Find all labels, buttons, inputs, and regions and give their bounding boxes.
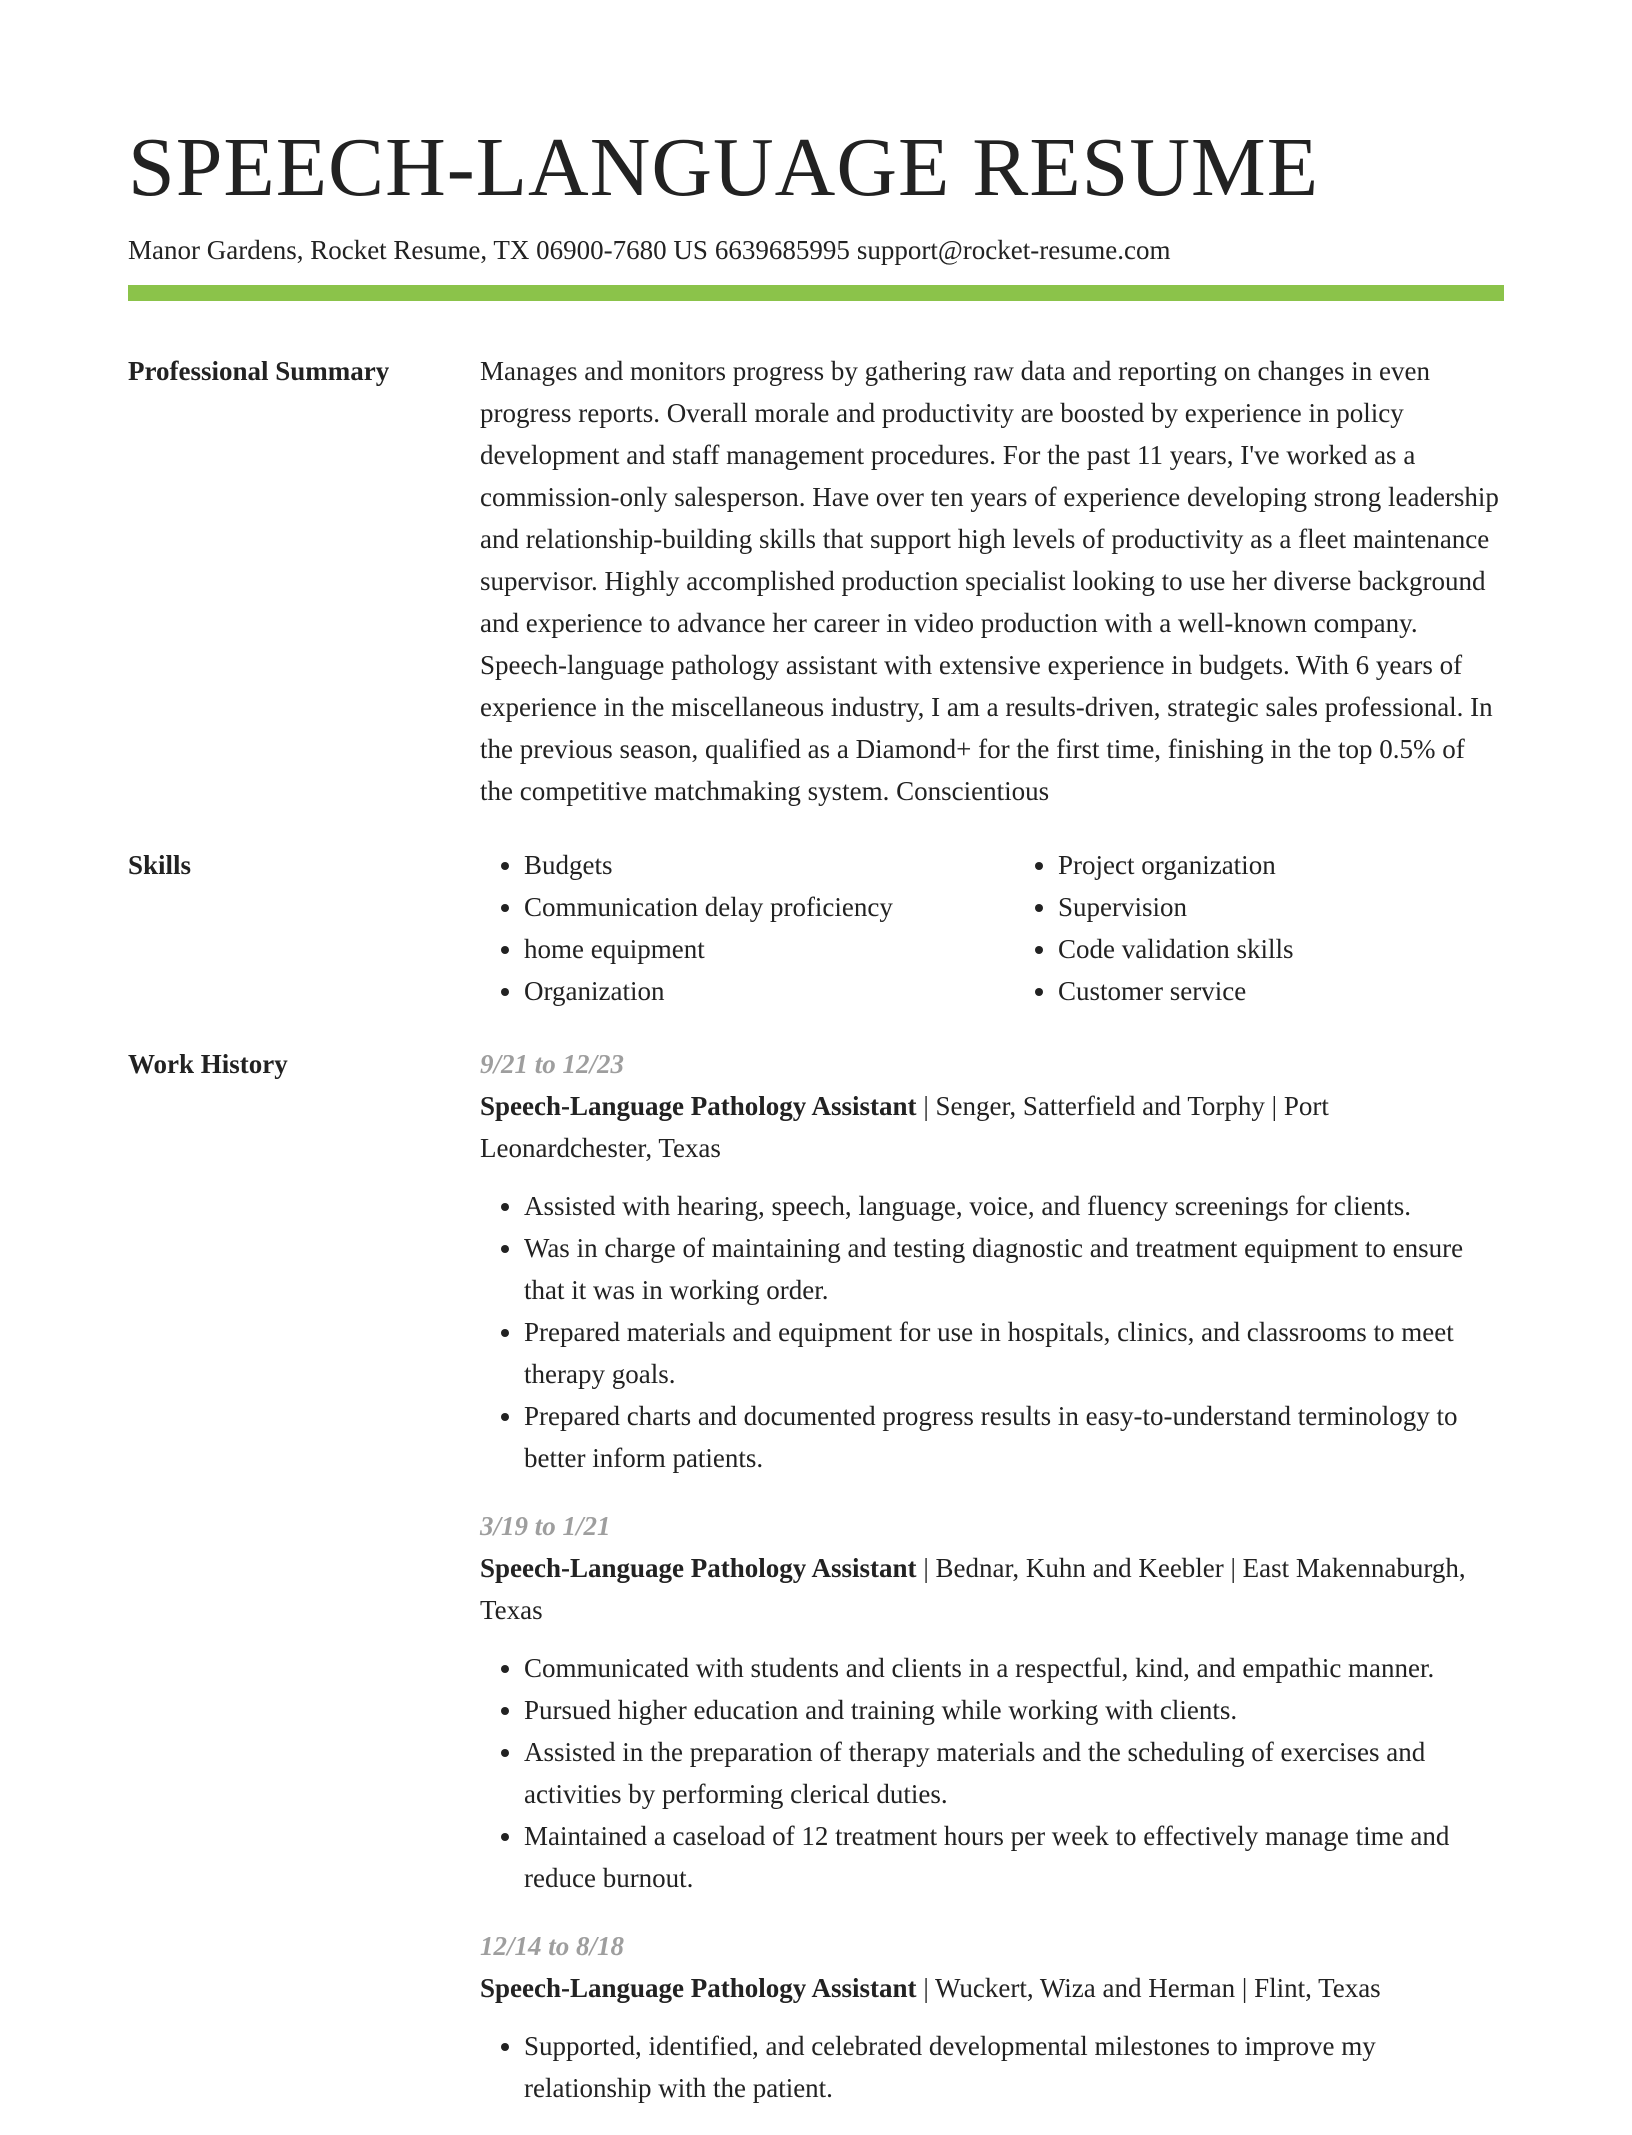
header-divider — [128, 285, 1504, 301]
job-title: Speech-Language Pathology Assistant — [480, 1553, 917, 1583]
contact-address: Manor Gardens, Rocket Resume, TX 06900-7680 US — [128, 235, 708, 265]
skill-item: • Organization — [524, 970, 970, 1012]
skill-item: • Customer service — [1058, 970, 1504, 1012]
job-bullet: • Prepared materials and equipment for use in hospitals, clinics, and classrooms to meet therapy goals. — [524, 1311, 1504, 1395]
resume-name: SPEECH-LANGUAGE RESUME — [128, 121, 1320, 214]
job-title-line — [480, 1967, 1504, 2009]
job-bullet: • Prepared charts and documented progress results in easy-to-understand terminology to better inform patients. — [524, 1395, 1504, 1479]
work-history-heading: Work History — [128, 1049, 288, 1079]
skills-list-left — [480, 844, 970, 1012]
job-employer-location: | Wuckert, Wiza and Herman | Flint, Texas — [916, 1973, 1381, 2003]
contact-phone: 6639685995 — [714, 235, 850, 265]
job-dates: 3/19 to 1/21 — [480, 1511, 611, 1541]
job-bullets — [480, 1185, 1504, 1479]
job-employer-location: | Bednar, Kuhn and Keebler | East Makennaburgh, Texas — [480, 1553, 1466, 1625]
job-bullet: • Supported, identified, and celebrated developmental milestones to improve my relationship with the patient. — [524, 2025, 1504, 2109]
job-entry — [480, 1043, 1504, 1479]
job-dates: 12/14 to 8/18 — [480, 1931, 625, 1961]
job-bullets — [480, 1647, 1504, 1899]
job-entry — [480, 1925, 1504, 2109]
contact-line — [128, 232, 1170, 268]
job-title: Speech-Language Pathology Assistant — [480, 1973, 917, 2003]
skill-item: • home equipment — [524, 928, 970, 970]
skills-heading: Skills — [128, 850, 192, 880]
job-bullet: • Pursued higher education and training while working with clients. — [524, 1689, 1504, 1731]
skill-item: • Communication delay proficiency — [524, 886, 970, 928]
job-bullet: • Was in charge of maintaining and testing diagnostic and treatment equipment to ensure that it was in working order. — [524, 1227, 1504, 1311]
job-title-line — [480, 1085, 1504, 1169]
skill-item: • Project organization — [1058, 844, 1504, 886]
job-title: Speech-Language Pathology Assistant — [480, 1091, 917, 1121]
job-dates: 9/21 to 12/23 — [480, 1049, 625, 1079]
skills-list-right — [1014, 844, 1504, 1012]
job-bullet: • Communicated with students and clients in a respectful, kind, and empathic manner. — [524, 1647, 1504, 1689]
skill-item: • Code validation skills — [1058, 928, 1504, 970]
job-bullet: • Maintained a caseload of 12 treatment hours per week to effectively manage time and reduce burnout. — [524, 1815, 1504, 1899]
job-bullet: • Assisted with hearing, speech, language, voice, and fluency screenings for clients. — [524, 1185, 1504, 1227]
summary-text: Manages and monitors progress by gathering raw data and reporting on changes in even progress reports. Overall morale and productivity are boosted by experience in policy development and staff management procedures. For the past 11 years, I've worked as a commission-only salesperson. Have over ten years of experience developing strong leadership and relationship-building skills that support high levels of productivity as a fleet maintenance supervisor. Highly accomplished production specialist looking to use her diverse background and experience to advance her career in video production with a well-known company. Speech-language pathology assistant with extensive experience in budgets. With 6 years of experience in the miscellaneous industry, I am a results-driven, strategic sales professional. In the previous season, qualified as a Diamond+ for the first time, finishing in the top 0.5% of the competitive matchmaking system. Conscientious — [480, 356, 1499, 806]
job-title-line — [480, 1547, 1504, 1631]
job-bullets — [480, 2025, 1504, 2109]
job-entry — [480, 1505, 1504, 1899]
job-employer-location: | Senger, Satterfield and Torphy | Port Leonardchester, Texas — [480, 1091, 1329, 1163]
summary-heading: Professional Summary — [128, 356, 390, 386]
contact-email: support@rocket-resume.com — [856, 235, 1171, 265]
skill-item: • Supervision — [1058, 886, 1504, 928]
job-bullet: • Assisted in the preparation of therapy materials and the scheduling of exercises and activities by performing clerical duties. — [524, 1731, 1504, 1815]
skill-item: • Budgets — [524, 844, 970, 886]
